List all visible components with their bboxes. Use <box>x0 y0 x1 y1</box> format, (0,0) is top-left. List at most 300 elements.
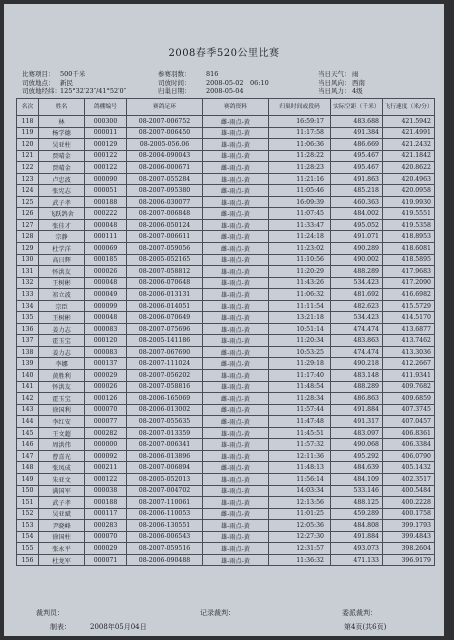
release-time-value: 2008-05-02 06:10 <box>206 78 269 87</box>
distance-cell: 483.148 <box>331 370 383 382</box>
table-row <box>17 219 435 231</box>
arrival-time-cell: 11:24:18 <box>269 231 331 243</box>
entries-value: 816 <box>206 70 219 78</box>
rank-cell: 149 <box>17 473 39 485</box>
table-row <box>17 416 435 428</box>
ring-number-cell: 08-2004-090043 <box>127 150 203 162</box>
distance-cell: 486.863 <box>331 393 383 405</box>
loft-id-cell: 000300 <box>85 116 127 128</box>
name-cell: 张宪志 <box>39 185 85 197</box>
speed-cell: 407.3745 <box>383 404 435 416</box>
name-cell: 宗臣 <box>39 300 85 312</box>
ring-number-cell: 08-2007-067690 <box>127 346 203 358</box>
bird-info-cell: 雌-雨点-黄 <box>203 243 269 255</box>
table-row <box>17 266 435 278</box>
name-cell: 吴亚斌 <box>39 508 85 520</box>
arrival-time-cell: 11:57:32 <box>269 439 331 451</box>
arrival-time-cell: 11:56:14 <box>269 473 331 485</box>
ring-number-cell: 08-2006-090488 <box>127 554 203 566</box>
bird-info-cell: 雄-雨点-黄 <box>203 300 269 312</box>
rank-cell: 156 <box>17 554 39 566</box>
name-cell: 林 <box>39 116 85 128</box>
name-cell: 张永平 <box>39 543 85 555</box>
ring-number-cell: 08-2007-055635 <box>127 416 203 428</box>
rank-cell: 133 <box>17 289 39 301</box>
name-cell: 朱亚文 <box>39 473 85 485</box>
rank-cell: 139 <box>17 358 39 370</box>
table-row <box>17 150 435 162</box>
speed-cell: 400.5484 <box>383 485 435 497</box>
bird-info-cell: 雌-雨点-黄 <box>203 393 269 405</box>
arrival-time-cell: 11:28:34 <box>269 393 331 405</box>
release-site-label: 司放地点： <box>22 78 55 87</box>
rank-cell: 153 <box>17 520 39 532</box>
table-row <box>17 116 435 128</box>
table-row <box>17 300 435 312</box>
name-cell: 徐国利 <box>39 404 85 416</box>
release-time-label: 司放时间： <box>158 78 191 87</box>
rank-cell: 132 <box>17 277 39 289</box>
bird-info-cell: 雄-雨点-黄 <box>203 370 269 382</box>
name-cell: 卢忠波 <box>39 173 85 185</box>
rank-cell: 121 <box>17 150 39 162</box>
bird-info-cell: 雌-雨点-黄 <box>203 358 269 370</box>
name-cell: 霍玉宝 <box>39 393 85 405</box>
distance-cell: 484.808 <box>331 520 383 532</box>
distance-cell: 491.884 <box>331 531 383 543</box>
loft-id-cell: 000026 <box>85 266 127 278</box>
bird-info-cell: 雄-雨点-黄 <box>203 139 269 151</box>
bird-info-cell: 雄-雨点-黄 <box>203 323 269 335</box>
distance-cell: 495.292 <box>331 450 383 462</box>
table-row <box>17 508 435 520</box>
ring-number-cell: 08-2007-058812 <box>127 266 203 278</box>
table-row <box>17 231 435 243</box>
distance-cell: 484.109 <box>331 473 383 485</box>
speed-cell: 419.5551 <box>383 208 435 220</box>
speed-cell: 406.0790 <box>383 450 435 462</box>
rank-cell: 128 <box>17 231 39 243</box>
arrival-time-cell: 11:28:22 <box>269 150 331 162</box>
arrival-time-cell: 11:10:56 <box>269 254 331 266</box>
ring-number-cell: 08-2007-004702 <box>127 485 203 497</box>
race-info <box>22 70 442 96</box>
table-row <box>17 323 435 335</box>
speed-cell: 402.3517 <box>383 473 435 485</box>
release-site-value: 新民 <box>60 78 73 87</box>
name-cell: 武子孝 <box>39 196 85 208</box>
speed-cell: 415.5729 <box>383 300 435 312</box>
rank-cell: 144 <box>17 416 39 428</box>
arrival-time-cell: 11:17:40 <box>269 370 331 382</box>
return-date-value: 2008-05-04 <box>206 87 244 95</box>
column-header: 鸽棚编号 <box>85 99 127 116</box>
results-sheet <box>4 4 444 636</box>
table-row <box>17 473 435 485</box>
rank-cell: 148 <box>17 462 39 474</box>
page-number: 第4页(共6页) <box>344 623 387 631</box>
table-row <box>17 208 435 220</box>
loft-id-cell: 000029 <box>85 543 127 555</box>
ring-number-cell: 08-2007-056202 <box>127 370 203 382</box>
ring-number-cell: 08-2006-110053 <box>127 508 203 520</box>
distance-cell: 534.423 <box>331 312 383 324</box>
wind-force-value: 4级 <box>352 87 363 95</box>
distance-cell: 485.218 <box>331 185 383 197</box>
table-row <box>17 346 435 358</box>
bird-info-cell: 雄-雨点-黄 <box>203 450 269 462</box>
speed-cell: 417.9683 <box>383 266 435 278</box>
loft-id-cell: 000083 <box>85 346 127 358</box>
loft-id-cell: 000120 <box>85 335 127 347</box>
speed-cell: 414.5170 <box>383 312 435 324</box>
rank-cell: 131 <box>17 266 39 278</box>
table-row <box>17 162 435 174</box>
name-cell: 李娜 <box>39 358 85 370</box>
arrival-time-cell: 16:59:17 <box>269 116 331 128</box>
name-cell: 飞跃鸽舍 <box>39 208 85 220</box>
info-row-3 <box>22 87 442 96</box>
distance-cell: 491.384 <box>331 127 383 139</box>
ring-number-cell: 08-2006-014051 <box>127 300 203 312</box>
distance-cell: 491.317 <box>331 416 383 428</box>
rank-cell: 147 <box>17 450 39 462</box>
ring-number-cell: 08-2006-013002 <box>127 404 203 416</box>
table-row <box>17 312 435 324</box>
arrival-time-cell: 11:36:32 <box>269 554 331 566</box>
ring-number-cell: 08-2007-006752 <box>127 116 203 128</box>
speed-cell: 412.2667 <box>383 358 435 370</box>
bird-info-cell: 雌-雨点-黄 <box>203 404 269 416</box>
bird-info-cell: 雄-雨点-黄 <box>203 173 269 185</box>
distance-cell: 459.289 <box>331 508 383 520</box>
name-cell: 徐国柱 <box>39 531 85 543</box>
loft-id-cell: 000282 <box>85 427 127 439</box>
rank-cell: 151 <box>17 497 39 509</box>
bird-info-cell: 雄-雨点-黄 <box>203 335 269 347</box>
bird-info-cell: 雄-雨点-黄 <box>203 439 269 451</box>
speed-cell: 399.1793 <box>383 520 435 532</box>
loft-id-cell: 000188 <box>85 497 127 509</box>
arrival-time-cell: 12:11:36 <box>269 450 331 462</box>
arrival-time-cell: 11:47:48 <box>269 416 331 428</box>
rank-cell: 137 <box>17 335 39 347</box>
rank-cell: 118 <box>17 116 39 128</box>
table-row <box>17 462 435 474</box>
loft-id-cell: 000000 <box>85 439 127 451</box>
distance-cell: 491.071 <box>331 231 383 243</box>
arrival-time-cell: 11:48:54 <box>269 381 331 393</box>
speed-cell: 409.7682 <box>383 381 435 393</box>
name-cell: 曹喜光 <box>39 450 85 462</box>
speed-cell: 399.4843 <box>383 531 435 543</box>
rank-cell: 126 <box>17 208 39 220</box>
bird-info-cell: 雄-雨点-黄 <box>203 254 269 266</box>
distance-cell: 483.863 <box>331 335 383 347</box>
table-row <box>17 427 435 439</box>
distance-cell: 488.289 <box>331 266 383 278</box>
table-header <box>17 99 435 116</box>
bird-info-cell: 雄-雨点-黄 <box>203 150 269 162</box>
ring-number-cell: 08-2007-006611 <box>127 231 203 243</box>
rank-cell: 129 <box>17 243 39 255</box>
arrival-time-cell: 11:06:36 <box>269 139 331 151</box>
ring-number-cell: 08-2006-050124 <box>127 219 203 231</box>
arrival-time-cell: 11:23:02 <box>269 243 331 255</box>
arrival-time-cell: 11:29:18 <box>269 358 331 370</box>
loft-id-cell: 000129 <box>85 139 127 151</box>
ring-number-cell: 08-2007-111024 <box>127 358 203 370</box>
table-body <box>17 116 435 566</box>
distance-cell: 474.474 <box>331 323 383 335</box>
name-cell: 宗静 <box>39 231 85 243</box>
arrival-time-cell: 10:53:25 <box>269 346 331 358</box>
name-cell: 满国军 <box>39 485 85 497</box>
column-header: 归巢时间或段码 <box>269 99 331 116</box>
name-cell: 周洪伟 <box>39 439 85 451</box>
table-row <box>17 404 435 416</box>
column-header: 赛鸽资料 <box>203 99 269 116</box>
name-cell: 怀洪友 <box>39 381 85 393</box>
ring-number-cell: 08-2007-013359 <box>127 427 203 439</box>
rank-cell: 142 <box>17 393 39 405</box>
arrival-time-cell: 13:21:18 <box>269 312 331 324</box>
loft-id-cell: 000211 <box>85 462 127 474</box>
loft-id-cell: 000069 <box>85 243 127 255</box>
ring-number-cell: 08-2006-006543 <box>127 531 203 543</box>
ring-number-cell: 08-2007-059056 <box>127 243 203 255</box>
ring-number-cell: 08-2007-095380 <box>127 185 203 197</box>
table-row <box>17 289 435 301</box>
rank-cell: 127 <box>17 219 39 231</box>
loft-id-cell: 000188 <box>85 196 127 208</box>
ring-number-cell: 08-2006-000671 <box>127 162 203 174</box>
wind-force-label: 当日风力： <box>318 87 351 95</box>
arrival-time-cell: 11:06:32 <box>269 289 331 301</box>
speed-cell: 405.1432 <box>383 462 435 474</box>
arrival-time-cell: 12:31:57 <box>269 543 331 555</box>
distance-cell: 488.125 <box>331 497 383 509</box>
bird-info-cell: 雄-雨点-黄 <box>203 196 269 208</box>
rank-cell: 122 <box>17 162 39 174</box>
table-row <box>17 173 435 185</box>
bird-info-cell: 雌-雨点-黄 <box>203 346 269 358</box>
bird-info-cell: 雌-雨点-黄 <box>203 231 269 243</box>
column-header: 名次 <box>17 99 39 116</box>
bird-info-cell: 雄-雨点-黄 <box>203 289 269 301</box>
loft-id-cell: 000048 <box>85 219 127 231</box>
bird-info-cell: 雌-雨点-黄 <box>203 185 269 197</box>
distance-cell: 495.467 <box>331 150 383 162</box>
distance-cell: 481.692 <box>331 289 383 301</box>
bird-info-cell: 雄-雨点-黄 <box>203 127 269 139</box>
name-cell: 杜学洋 <box>39 243 85 255</box>
bird-info-cell: 雌-雨点-黄 <box>203 508 269 520</box>
bird-info-cell: 雄-雨点-黄 <box>203 266 269 278</box>
speed-cell: 419.9930 <box>383 196 435 208</box>
distance-cell: 490.218 <box>331 358 383 370</box>
table-row <box>17 196 435 208</box>
rank-cell: 120 <box>17 139 39 151</box>
table-row <box>17 485 435 497</box>
loft-id-cell: 000185 <box>85 254 127 266</box>
speed-cell: 406.8361 <box>383 427 435 439</box>
weather-label: 当日天气： <box>318 70 351 78</box>
arrival-time-cell: 11:17:58 <box>269 127 331 139</box>
rank-cell: 140 <box>17 370 39 382</box>
bird-info-cell: 雄-雨点-黄 <box>203 219 269 231</box>
loft-id-cell: 000222 <box>85 208 127 220</box>
name-cell: 吴亚柱 <box>39 139 85 151</box>
loft-id-cell: 000051 <box>85 185 127 197</box>
results-table <box>16 98 435 566</box>
table-row <box>17 520 435 532</box>
arrival-time-cell: 12:13:56 <box>269 497 331 509</box>
speed-cell: 421.1842 <box>383 150 435 162</box>
loft-id-cell: 000029 <box>85 370 127 382</box>
arrival-time-cell: 11:11:54 <box>269 300 331 312</box>
arrival-time-cell: 11:01:25 <box>269 508 331 520</box>
ring-number-cell: 08-2007-058816 <box>127 381 203 393</box>
ring-number-cell: 08-2005-052013 <box>127 473 203 485</box>
arrival-time-cell: 11:28:23 <box>269 162 331 174</box>
ring-number-cell: 08-2006-030077 <box>127 196 203 208</box>
arrival-time-cell: 11:05:46 <box>269 185 331 197</box>
speed-cell: 420.8622 <box>383 162 435 174</box>
arrival-time-cell: 11:45:51 <box>269 427 331 439</box>
name-cell: 高日辉 <box>39 254 85 266</box>
speed-cell: 413.6877 <box>383 323 435 335</box>
loft-id-cell: 000117 <box>85 508 127 520</box>
loft-id-cell: 000011 <box>85 127 127 139</box>
loft-id-cell: 000283 <box>85 520 127 532</box>
arrival-time-cell: 11:48:13 <box>269 462 331 474</box>
speed-cell: 418.5895 <box>383 254 435 266</box>
name-cell: 杜龙军 <box>39 554 85 566</box>
rank-cell: 134 <box>17 300 39 312</box>
distance-cell: 486.669 <box>331 139 383 151</box>
loft-id-cell: 000126 <box>85 393 127 405</box>
ring-number-cell: 08-2006-165069 <box>127 393 203 405</box>
table-row <box>17 370 435 382</box>
distance-cell: 495.052 <box>331 219 383 231</box>
name-cell: 姜力志 <box>39 323 85 335</box>
bird-info-cell: 雄-雨点-黄 <box>203 312 269 324</box>
loft-id-cell: 000070 <box>85 531 127 543</box>
rank-cell: 138 <box>17 346 39 358</box>
race-item-label: 比赛项目： <box>22 70 55 78</box>
ring-number-cell: 08-2007-110061 <box>127 497 203 509</box>
wind-direction-value: 西南 <box>352 78 365 87</box>
loft-id-cell: 000077 <box>85 416 127 428</box>
name-cell: 贾晴金 <box>39 162 85 174</box>
arrival-time-cell: 14:03:34 <box>269 485 331 497</box>
info-row-2 <box>22 79 442 88</box>
column-header: 赛鸽足环 <box>127 99 203 116</box>
name-cell: 李红安 <box>39 416 85 428</box>
rank-cell: 141 <box>17 381 39 393</box>
ring-number-cell: 08-2005-141186 <box>127 335 203 347</box>
coordinates-value: 125°32′23″/41°52′0″ <box>60 87 127 95</box>
speed-cell: 409.6859 <box>383 393 435 405</box>
speed-cell: 400.2228 <box>383 497 435 509</box>
loft-id-cell: 000049 <box>85 289 127 301</box>
table-row <box>17 381 435 393</box>
ring-number-cell: 08-2006-130551 <box>127 520 203 532</box>
loft-id-cell: 000038 <box>85 485 127 497</box>
arrival-time-cell: 11:20:29 <box>269 266 331 278</box>
distance-cell: 491.884 <box>331 404 383 416</box>
speed-cell: 400.1758 <box>383 508 435 520</box>
speed-cell: 413.3036 <box>383 346 435 358</box>
maker-label: 制表： <box>50 623 71 631</box>
loft-id-cell: 000071 <box>85 554 127 566</box>
ring-number-cell: 08-2005-056.06 <box>127 139 203 151</box>
bird-info-cell: 雄-雨点-黄 <box>203 427 269 439</box>
speed-cell: 413.7462 <box>383 335 435 347</box>
arrival-time-cell: 11:43:26 <box>269 277 331 289</box>
loft-id-cell: 000111 <box>85 231 127 243</box>
rank-cell: 124 <box>17 185 39 197</box>
speed-cell: 418.8953 <box>383 231 435 243</box>
loft-id-cell: 000122 <box>85 150 127 162</box>
rank-cell: 136 <box>17 323 39 335</box>
ring-number-cell: 08-2005-052165 <box>127 254 203 266</box>
distance-cell: 484.639 <box>331 462 383 474</box>
bird-info-cell: 雄-雨点-黄 <box>203 485 269 497</box>
bird-info-cell: 雌-雨点-黄 <box>203 416 269 428</box>
name-cell: 王文超 <box>39 427 85 439</box>
bird-info-cell: 雄-雨点-黄 <box>203 531 269 543</box>
table-row <box>17 531 435 543</box>
bird-info-cell: 雄-雨点-黄 <box>203 277 269 289</box>
rank-cell: 145 <box>17 427 39 439</box>
rank-cell: 146 <box>17 439 39 451</box>
judge-label: 裁判员： <box>36 609 64 617</box>
distance-cell: 493.073 <box>331 543 383 555</box>
arrival-time-cell: 10:51:14 <box>269 323 331 335</box>
rank-cell: 119 <box>17 127 39 139</box>
bird-info-cell: 雌-雨点-黄 <box>203 208 269 220</box>
speed-cell: 398.2604 <box>383 543 435 555</box>
bird-info-cell: 雌-雨点-黄 <box>203 462 269 474</box>
loft-id-cell: 000122 <box>85 473 127 485</box>
page-title: 2008春季520公里比赛 <box>168 48 280 59</box>
table-row <box>17 127 435 139</box>
print-date: 2008年05月04日 <box>90 623 147 631</box>
distance-cell: 491.863 <box>331 173 383 185</box>
name-cell: 张凤成 <box>39 462 85 474</box>
rank-cell: 123 <box>17 173 39 185</box>
ring-number-cell: 08-2007-059516 <box>127 543 203 555</box>
loft-id-cell: 000083 <box>85 323 127 335</box>
rank-cell: 130 <box>17 254 39 266</box>
wind-direction-label: 当日风向： <box>318 78 351 87</box>
table-row <box>17 450 435 462</box>
table-row <box>17 554 435 566</box>
speed-cell: 421.2432 <box>383 139 435 151</box>
table-row <box>17 139 435 151</box>
loft-id-cell: 000048 <box>85 312 127 324</box>
table-row <box>17 543 435 555</box>
distance-cell: 490.002 <box>331 254 383 266</box>
ring-number-cell: 08-2007-006894 <box>127 462 203 474</box>
ring-number-cell: 08-2006-070648 <box>127 277 203 289</box>
arrival-time-cell: 11:20:34 <box>269 335 331 347</box>
column-header: 实际空距（千米） <box>331 99 383 116</box>
rank-cell: 154 <box>17 531 39 543</box>
bird-info-cell: 雄-雨点-黄 <box>203 520 269 532</box>
